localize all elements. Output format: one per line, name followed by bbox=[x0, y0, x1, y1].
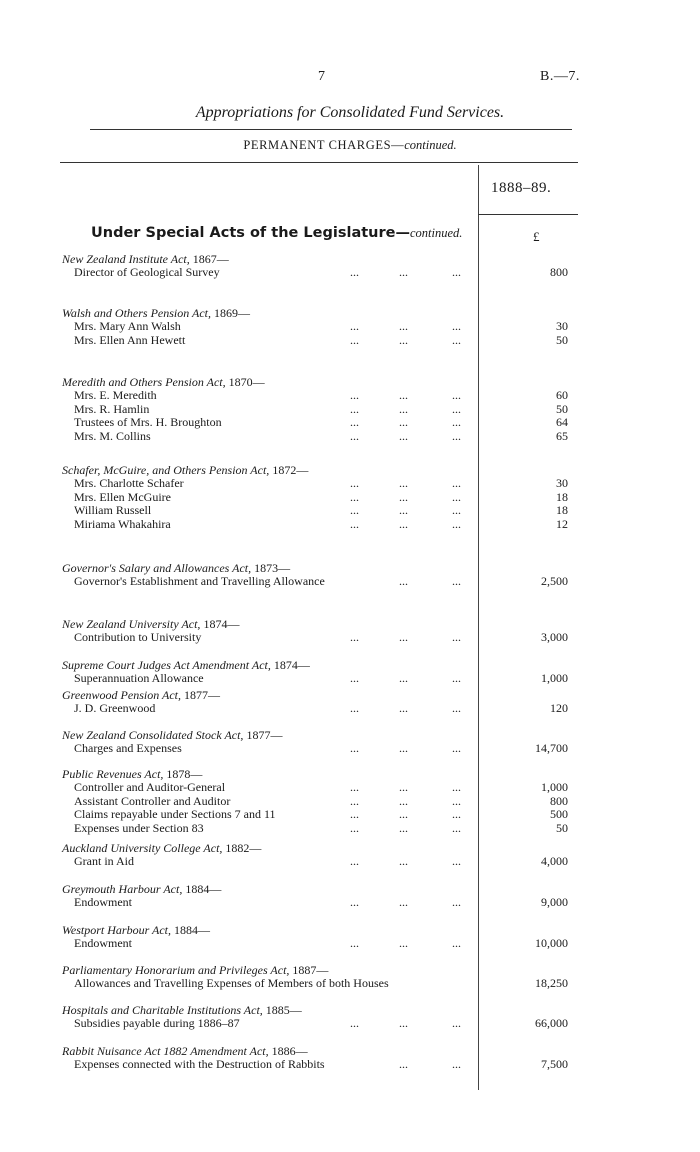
dot-leader: ... bbox=[452, 415, 461, 430]
subtitle-continued: continued. bbox=[404, 138, 457, 152]
act-year: 1877— bbox=[243, 728, 283, 742]
dot-leader: ... bbox=[399, 701, 408, 716]
dot-leader: ... bbox=[399, 671, 408, 686]
line-item bbox=[62, 702, 582, 715]
item-amount: 4,000 bbox=[541, 854, 568, 869]
act-name: Walsh and Others Pension Act, bbox=[62, 306, 211, 320]
dot-leader: ... bbox=[350, 630, 359, 645]
dot-leader: ... bbox=[452, 332, 461, 347]
dot-leader: ... bbox=[452, 807, 461, 822]
dot-leader: ... bbox=[399, 476, 408, 491]
act-year: 1872— bbox=[269, 463, 309, 477]
item-description: Allowances and Travelling Expenses of Members of both Houses bbox=[74, 976, 389, 991]
line-item bbox=[62, 403, 582, 416]
act-name: Greenwood Pension Act, bbox=[62, 688, 181, 702]
title-rule bbox=[90, 129, 572, 130]
item-amount: 1,000 bbox=[541, 780, 568, 795]
dot-leader: ... bbox=[350, 476, 359, 491]
dot-leader: ... bbox=[399, 332, 408, 347]
dot-leader: ... bbox=[399, 319, 408, 334]
line-item bbox=[62, 977, 582, 990]
item-description: Mrs. Ellen McGuire bbox=[74, 489, 171, 504]
act-name: Public Revenues Act, bbox=[62, 767, 164, 781]
dot-leader: ... bbox=[399, 820, 408, 835]
line-item bbox=[62, 631, 582, 644]
line-item bbox=[62, 416, 582, 429]
dot-leader: ... bbox=[452, 793, 461, 808]
act-name: Parliamentary Honorarium and Privileges Act, bbox=[62, 963, 290, 977]
act-block bbox=[62, 964, 582, 991]
item-description: Mrs. Ellen Ann Hewett bbox=[74, 332, 186, 347]
document-reference: B.—7. bbox=[540, 69, 580, 84]
dot-leader: ... bbox=[399, 630, 408, 645]
line-item bbox=[62, 320, 582, 333]
dot-leader: ... bbox=[399, 854, 408, 869]
dot-leader: ... bbox=[399, 780, 408, 795]
act-year: 1885— bbox=[262, 1003, 302, 1017]
item-description: Contribution to University bbox=[74, 630, 202, 645]
act-title bbox=[62, 307, 582, 320]
section-heading bbox=[91, 225, 462, 241]
dot-leader: ... bbox=[452, 1016, 461, 1031]
dot-leader: ... bbox=[350, 793, 359, 808]
act-title bbox=[62, 689, 582, 702]
item-description: Mrs. R. Hamlin bbox=[74, 401, 150, 416]
item-amount: 12 bbox=[556, 516, 568, 531]
act-block bbox=[62, 1004, 582, 1031]
dot-leader: ... bbox=[452, 503, 461, 518]
year-column-header: 1888–89. bbox=[491, 180, 552, 196]
item-description: Governor's Establishment and Travelling Allowance bbox=[74, 574, 325, 589]
item-amount: 50 bbox=[556, 820, 568, 835]
dot-leader: ... bbox=[452, 895, 461, 910]
dot-leader: ... bbox=[399, 936, 408, 951]
dot-leader: ... bbox=[452, 388, 461, 403]
act-name: Governor's Salary and Allowances Act, bbox=[62, 561, 252, 575]
page-title: Appropriations for Consolidated Fund Services. bbox=[195, 104, 505, 121]
item-description: Subsidies payable during 1886–87 bbox=[74, 1016, 240, 1031]
item-description: Grant in Aid bbox=[74, 854, 134, 869]
dot-leader: ... bbox=[399, 428, 408, 443]
item-description: Assistant Controller and Auditor bbox=[74, 793, 231, 808]
act-year: 1877— bbox=[180, 688, 220, 702]
line-item bbox=[62, 1017, 582, 1030]
dot-leader: ... bbox=[350, 671, 359, 686]
item-description: Controller and Auditor-General bbox=[74, 780, 226, 795]
item-description: Endowment bbox=[74, 936, 132, 951]
act-block bbox=[62, 562, 582, 589]
dot-leader: ... bbox=[350, 265, 359, 280]
line-item bbox=[62, 518, 582, 531]
line-item bbox=[62, 491, 582, 504]
line-item bbox=[62, 430, 582, 443]
dot-leader: ... bbox=[399, 401, 408, 416]
act-block bbox=[62, 307, 582, 347]
subtitle bbox=[0, 138, 700, 153]
act-year: 1884— bbox=[171, 923, 211, 937]
dot-leader: ... bbox=[350, 895, 359, 910]
dot-leader: ... bbox=[350, 415, 359, 430]
dot-leader: ... bbox=[350, 701, 359, 716]
act-year: 1873— bbox=[251, 561, 291, 575]
act-title bbox=[62, 618, 582, 631]
act-block bbox=[62, 842, 582, 869]
line-item bbox=[62, 672, 582, 685]
dot-leader: ... bbox=[452, 489, 461, 504]
item-amount: 50 bbox=[556, 401, 568, 416]
item-amount: 60 bbox=[556, 388, 568, 403]
act-block bbox=[62, 729, 582, 756]
dot-leader: ... bbox=[350, 503, 359, 518]
dot-leader: ... bbox=[452, 671, 461, 686]
dot-leader: ... bbox=[452, 265, 461, 280]
header-rule bbox=[60, 162, 578, 163]
item-amount: 800 bbox=[550, 793, 568, 808]
dot-leader: ... bbox=[350, 741, 359, 756]
item-amount: 120 bbox=[550, 701, 568, 716]
act-year: 1887— bbox=[289, 963, 329, 977]
dot-leader: ... bbox=[399, 807, 408, 822]
act-block bbox=[62, 618, 582, 645]
item-description: Trustees of Mrs. H. Broughton bbox=[74, 415, 222, 430]
item-amount: 1,000 bbox=[541, 671, 568, 686]
line-item bbox=[62, 477, 582, 490]
item-amount: 30 bbox=[556, 319, 568, 334]
dot-leader: ... bbox=[399, 1016, 408, 1031]
act-block bbox=[62, 924, 582, 951]
act-title bbox=[62, 1004, 582, 1017]
dot-leader: ... bbox=[452, 701, 461, 716]
item-description: Mrs. M. Collins bbox=[74, 428, 151, 443]
act-name: Auckland University College Act, bbox=[62, 841, 223, 855]
act-title bbox=[62, 842, 582, 855]
item-description: Miriama Whakahira bbox=[74, 516, 171, 531]
item-description: William Russell bbox=[74, 503, 152, 518]
line-item bbox=[62, 855, 582, 868]
dot-leader: ... bbox=[350, 332, 359, 347]
line-item bbox=[62, 334, 582, 347]
section-heading-continued: continued. bbox=[409, 226, 463, 240]
item-amount: 14,700 bbox=[535, 741, 568, 756]
dot-leader: ... bbox=[452, 820, 461, 835]
item-amount: 7,500 bbox=[541, 1057, 568, 1072]
dot-leader: ... bbox=[399, 793, 408, 808]
act-block bbox=[62, 376, 582, 443]
act-name: Hospitals and Charitable Institutions Act, bbox=[62, 1003, 263, 1017]
act-name: New Zealand Consolidated Stock Act, bbox=[62, 728, 244, 742]
section-heading-text: Under Special Acts of the Legislature— bbox=[91, 225, 410, 241]
act-title bbox=[62, 659, 582, 672]
act-title bbox=[62, 562, 582, 575]
line-item bbox=[62, 795, 582, 808]
act-title bbox=[62, 924, 582, 937]
act-name: New Zealand Institute Act, bbox=[62, 252, 190, 266]
dot-leader: ... bbox=[350, 807, 359, 822]
dot-leader: ... bbox=[399, 503, 408, 518]
line-item bbox=[62, 822, 582, 835]
dot-leader: ... bbox=[399, 388, 408, 403]
item-amount: 50 bbox=[556, 332, 568, 347]
act-year: 1870— bbox=[225, 375, 265, 389]
act-title bbox=[62, 253, 582, 266]
act-block bbox=[62, 253, 582, 280]
item-description: Mrs. E. Meredith bbox=[74, 388, 157, 403]
act-title bbox=[62, 768, 582, 781]
dot-leader: ... bbox=[452, 401, 461, 416]
act-name: Westport Harbour Act, bbox=[62, 923, 172, 937]
act-year: 1869— bbox=[211, 306, 250, 320]
item-amount: 64 bbox=[556, 415, 568, 430]
line-item bbox=[62, 575, 582, 588]
dot-leader: ... bbox=[399, 741, 408, 756]
dot-leader: ... bbox=[350, 319, 359, 334]
dot-leader: ... bbox=[399, 1057, 408, 1072]
dot-leader: ... bbox=[350, 820, 359, 835]
act-block bbox=[62, 659, 582, 686]
act-year: 1886— bbox=[268, 1044, 308, 1058]
act-title bbox=[62, 464, 582, 477]
act-name: Schafer, McGuire, and Others Pension Act, bbox=[62, 463, 270, 477]
currency-symbol: £ bbox=[533, 229, 540, 244]
dot-leader: ... bbox=[452, 936, 461, 951]
dot-leader: ... bbox=[350, 428, 359, 443]
dot-leader: ... bbox=[350, 516, 359, 531]
item-description: Mrs. Charlotte Schafer bbox=[74, 476, 184, 491]
subtitle-main: PERMANENT CHARGES— bbox=[243, 138, 405, 152]
dot-leader: ... bbox=[399, 516, 408, 531]
act-block bbox=[62, 464, 582, 531]
item-description: Endowment bbox=[74, 895, 132, 910]
dot-leader: ... bbox=[452, 428, 461, 443]
line-item bbox=[62, 781, 582, 794]
act-title bbox=[62, 964, 582, 977]
line-item bbox=[62, 937, 582, 950]
line-item bbox=[62, 266, 582, 279]
item-amount: 800 bbox=[550, 265, 568, 280]
dot-leader: ... bbox=[452, 1057, 461, 1072]
item-description: Charges and Expenses bbox=[74, 741, 182, 756]
item-amount: 65 bbox=[556, 428, 568, 443]
line-item bbox=[62, 504, 582, 517]
item-description: Superannuation Allowance bbox=[74, 671, 204, 686]
line-item bbox=[62, 389, 582, 402]
dot-leader: ... bbox=[452, 854, 461, 869]
item-amount: 2,500 bbox=[541, 574, 568, 589]
item-description: Expenses connected with the Destruction of Rabbits bbox=[74, 1057, 325, 1072]
act-name: Meredith and Others Pension Act, bbox=[62, 375, 226, 389]
item-description: J. D. Greenwood bbox=[74, 701, 156, 716]
item-amount: 66,000 bbox=[535, 1016, 568, 1031]
dot-leader: ... bbox=[399, 489, 408, 504]
act-year: 1884— bbox=[182, 882, 222, 896]
dot-leader: ... bbox=[452, 780, 461, 795]
act-name: New Zealand University Act, bbox=[62, 617, 201, 631]
act-name: Rabbit Nuisance Act 1882 Amendment Act, bbox=[62, 1044, 269, 1058]
dot-leader: ... bbox=[452, 319, 461, 334]
dot-leader: ... bbox=[350, 489, 359, 504]
item-amount: 500 bbox=[550, 807, 568, 822]
act-year: 1867— bbox=[189, 252, 229, 266]
act-year: 1878— bbox=[163, 767, 203, 781]
act-title bbox=[62, 376, 582, 389]
act-name: Greymouth Harbour Act, bbox=[62, 882, 183, 896]
line-item bbox=[62, 1058, 582, 1071]
act-title bbox=[62, 883, 582, 896]
dot-leader: ... bbox=[399, 265, 408, 280]
act-year: 1874— bbox=[270, 658, 310, 672]
act-title bbox=[62, 1045, 582, 1058]
dot-leader: ... bbox=[350, 401, 359, 416]
act-title bbox=[62, 729, 582, 742]
dot-leader: ... bbox=[350, 1016, 359, 1031]
dot-leader: ... bbox=[399, 415, 408, 430]
item-amount: 18 bbox=[556, 503, 568, 518]
dot-leader: ... bbox=[452, 516, 461, 531]
dot-leader: ... bbox=[350, 936, 359, 951]
dot-leader: ... bbox=[350, 780, 359, 795]
year-rule bbox=[478, 214, 578, 215]
line-item bbox=[62, 896, 582, 909]
act-year: 1874— bbox=[200, 617, 240, 631]
item-description: Expenses under Section 83 bbox=[74, 820, 204, 835]
item-amount: 18 bbox=[556, 489, 568, 504]
dot-leader: ... bbox=[350, 388, 359, 403]
item-amount: 10,000 bbox=[535, 936, 568, 951]
dot-leader: ... bbox=[399, 574, 408, 589]
item-amount: 30 bbox=[556, 476, 568, 491]
line-item bbox=[62, 808, 582, 821]
item-description: Claims repayable under Sections 7 and 11 bbox=[74, 807, 276, 822]
act-block bbox=[62, 768, 582, 835]
act-name: Supreme Court Judges Act Amendment Act, bbox=[62, 658, 271, 672]
item-amount: 3,000 bbox=[541, 630, 568, 645]
item-amount: 9,000 bbox=[541, 895, 568, 910]
dot-leader: ... bbox=[452, 574, 461, 589]
dot-leader: ... bbox=[452, 741, 461, 756]
page-number: 7 bbox=[318, 69, 325, 84]
act-block bbox=[62, 883, 582, 910]
dot-leader: ... bbox=[452, 630, 461, 645]
item-description: Director of Geological Survey bbox=[74, 265, 220, 280]
dot-leader: ... bbox=[399, 895, 408, 910]
dot-leader: ... bbox=[452, 476, 461, 491]
dot-leader: ... bbox=[350, 854, 359, 869]
act-year: 1882— bbox=[222, 841, 262, 855]
act-block bbox=[62, 1045, 582, 1072]
item-description: Mrs. Mary Ann Walsh bbox=[74, 319, 181, 334]
item-amount: 18,250 bbox=[535, 976, 568, 991]
act-block bbox=[62, 689, 582, 716]
line-item bbox=[62, 742, 582, 755]
